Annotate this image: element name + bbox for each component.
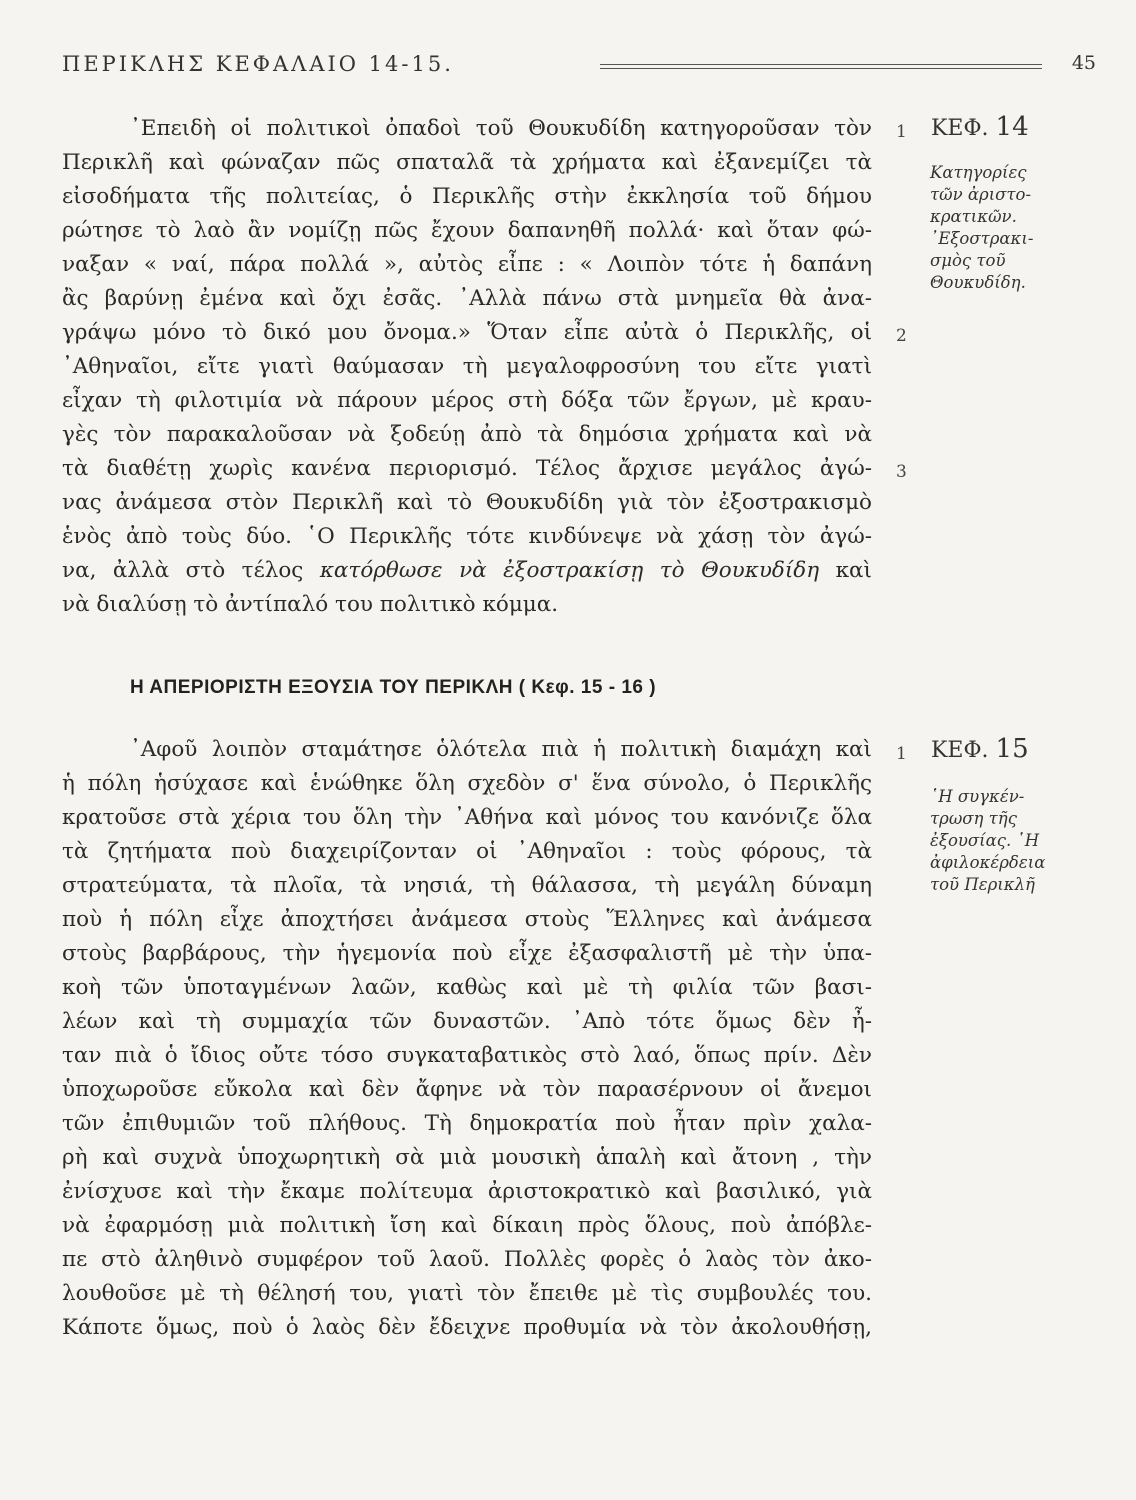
margin-note-line: τοῦ Περικλῆ	[930, 875, 1035, 894]
margin-note	[930, 162, 1090, 294]
text-line: ἑνὸς ἀπὸ τοὺς δύο. ῾Ο Περικλῆς τότε κινδύνεψε νὰ χάσῃ τὸν ἀγώ-	[62, 524, 872, 549]
text-line: κρατοῦσε στὰ χέρια του ὅλη τὴν ᾿Αθήνα καὶ μόνος του κανόνιζε ὅλα	[62, 805, 872, 830]
text-line: νας ἀνάμεσα στὸν Περικλῆ καὶ τὸ Θουκυδίδη γιὰ τὸν ἐξοστρακισμὸ	[62, 490, 872, 515]
text-line: πε στὸ ἀληθινὸ συμφέρον τοῦ λαοῦ. Πολλὲς φορὲς ὁ λαὸς τὸν ἀκο-	[62, 1247, 872, 1272]
line-number: 2	[896, 326, 907, 346]
text-line: τῶν ἐπιθυμιῶν τοῦ πλήθους. Τὴ δημοκρατία ποὺ ἦταν πρὶν χαλα-	[62, 1111, 872, 1136]
text-line: τὰ διαθέτῃ χωρὶς κανένα περιορισμό. Τέλος ἄρχισε μεγάλος ἀγώ-	[62, 456, 872, 481]
margin-chapter-heading	[931, 734, 1029, 764]
text-line: ἂς βαρύνῃ ἐμένα καὶ ὄχι ἐσᾶς. ᾿Αλλὰ πάνω στὰ μνημεῖα θὰ ἀνα-	[62, 286, 872, 311]
text-line: ᾿Αφοῦ λοιπὸν σταμάτησε ὁλότελα πιὰ ἡ πολιτικὴ διαμάχη καὶ	[130, 737, 872, 762]
margin-note-line: Θουκυδίδη.	[930, 273, 1026, 292]
text-line: εἶχαν τὴ φιλοτιμία νὰ πάρουν μέρος στὴ δόξα τῶν ἔργων, μὲ κραυ-	[62, 388, 872, 413]
text-line: λέων καὶ τὴ συμμαχία τῶν δυναστῶν. ᾿Απὸ τότε ὅμως δὲν ἦ-	[62, 1009, 872, 1034]
margin-note-line: τρωση τῆς	[930, 809, 1017, 828]
text-line: Κάποτε ὅμως, ποὺ ὁ λαὸς δὲν ἔδειχνε προθυμία νὰ τὸν ἀκολουθήσῃ,	[62, 1315, 872, 1340]
margin-chapter-number: 15	[995, 734, 1029, 764]
text-line: ποὺ ἡ πόλη εἶχε ἀποχτήσει ἀνάμεσα στοὺς Ἕλληνες καὶ ἀνάμεσα	[62, 907, 872, 932]
text-line: ὑποχωροῦσε εὔκολα καὶ δὲν ἄφηνε νὰ τὸν παρασέρνουν οἱ ἄνεμοι	[62, 1077, 872, 1102]
margin-chapter-label: ΚΕΦ.	[931, 738, 989, 763]
running-head: ΠΕΡΙΚΛΗΣ ΚΕΦΑΛΑΙΟ 14-15.	[62, 52, 454, 76]
text-line	[62, 554, 872, 588]
text-line: ταν πιὰ ὁ ἴδιος οὔτε τόσο συγκαταβατικὸς στὸ λαό, ὅπως πρίν. Δὲν	[62, 1043, 872, 1068]
text-segment: να, ἀλλὰ στὸ τέλος	[62, 558, 304, 583]
margin-note-line: ἀφιλοκέρδεια	[930, 853, 1046, 872]
text-line: Περικλῆ καὶ φώναζαν πῶς σπαταλᾶ τὰ χρήματα καὶ ἐξανεμίζει τὰ	[62, 150, 872, 175]
margin-note-line: τῶν ἀριστο-	[930, 185, 1032, 204]
italic-phrase: κατόρθωσε νὰ ἐξοστρακίσῃ τὸ Θουκυδίδη	[319, 558, 820, 583]
text-line: στρατεύματα, τὰ πλοῖα, τὰ νησιά, τὴ θάλασσα, τὴ μεγάλη δύναμη	[62, 873, 872, 898]
line-number: 1	[896, 122, 907, 142]
text-line: ἐνίσχυσε καὶ τὴν ἔκαμε πολίτευμα ἀριστοκρατικὸ καὶ βασιλικό, γιὰ	[62, 1179, 872, 1204]
margin-note-line: ἐξουσίας. ῾Η	[930, 831, 1040, 850]
text-line: νὰ ἐφαρμόσῃ μιὰ πολιτικὴ ἴση καὶ δίκαιη πρὸς ὅλους, ποὺ ἀπόβλε-	[62, 1213, 872, 1238]
text-segment: καὶ	[835, 558, 872, 583]
text-line: ἡ πόλη ἡσύχασε καὶ ἑνώθηκε ὅλη σχεδὸν σ' ἕνα σύνολο, ὁ Περικλῆς	[62, 771, 872, 796]
margin-note-line: σμὸς τοῦ	[930, 251, 1006, 270]
line-number: 3	[896, 462, 907, 482]
running-header	[62, 52, 1102, 88]
margin-chapter-heading	[931, 112, 1029, 142]
margin-note-line: ῾Η συγκέν-	[930, 787, 1025, 806]
text-line: τὰ ζητήματα ποὺ διαχειρίζονταν οἱ ᾿Αθηναῖοι : τοὺς φόρους, τὰ	[62, 839, 872, 864]
text-line: εἰσοδήματα τῆς πολιτείας, ὁ Περικλῆς στὴν ἐκκλησία τοῦ δήμου	[62, 184, 872, 209]
section-title: Η ΑΠΕΡΙΟΡΙΣΤΗ ΕΞΟΥΣΙΑ ΤΟΥ ΠΕΡΙΚΛΗ ( Κεφ. 15 - 16 )	[130, 677, 657, 698]
text-line: λουθοῦσε μὲ τὴ θέλησή του, γιατὶ τὸν ἔπειθε μὲ τὶς συμβουλές του.	[62, 1281, 872, 1306]
margin-note-line: Κατηγορίες	[930, 163, 1027, 182]
text-line: ρώτησε τὸ λαὸ ἂν νομίζῃ πῶς ἔχουν δαπανηθῆ πολλά· καὶ ὅταν φώ-	[62, 218, 872, 243]
text-line: ναξαν « ναί, πάρα πολλά », αὐτὸς εἶπε : « Λοιπὸν τότε ἡ δαπάνη	[62, 252, 872, 277]
line-number: 1	[896, 744, 907, 764]
text-line: γὲς τὸν παρακαλοῦσαν νὰ ξοδεύῃ ἀπὸ τὰ δημόσια χρήματα καὶ νὰ	[62, 422, 872, 447]
margin-chapter-number: 14	[995, 112, 1029, 142]
text-line: στοὺς βαρβάρους, τὴν ἡγεμονία ποὺ εἶχε ἐξασφαλιστῆ μὲ τὴν ὑπα-	[62, 941, 872, 966]
margin-note-line: ᾿Εξοστρακι-	[930, 229, 1034, 248]
text-line: νὰ διαλύσῃ τὸ ἀντίπαλό του πολιτικὸ κόμμα.	[62, 592, 559, 617]
text-line: ᾿Επειδὴ οἱ πολιτικοὶ ὀπαδοὶ τοῦ Θουκυδίδη κατηγοροῦσαν τὸν	[130, 116, 872, 141]
chapter-14-text	[62, 112, 872, 622]
text-line: ρὴ καὶ συχνὰ ὑποχωρητικὴ σὰ μιὰ μουσικὴ ἁπαλὴ καὶ ἄτονη , τὴν	[62, 1145, 872, 1170]
text-line: κοὴ τῶν ὑποταγμένων λαῶν, καθὼς καὶ μὲ τὴ φιλία τῶν βασι-	[62, 975, 872, 1000]
chapter-15-text	[62, 733, 872, 1345]
margin-note-line: κρατικῶν.	[930, 207, 1017, 226]
text-line: γράψω μόνο τὸ δικό μου ὄνομα.» Ὅταν εἶπε αὐτὰ ὁ Περικλῆς, οἱ	[62, 320, 872, 345]
margin-chapter-label: ΚΕΦ.	[931, 116, 989, 141]
header-rule	[600, 64, 1042, 69]
page-number: 45	[1071, 52, 1096, 74]
margin-note	[930, 786, 1090, 896]
text-line: ᾿Αθηναῖοι, εἴτε γιατὶ θαύμασαν τὴ μεγαλοφροσύνη του εἴτε γιατὶ	[62, 354, 872, 379]
